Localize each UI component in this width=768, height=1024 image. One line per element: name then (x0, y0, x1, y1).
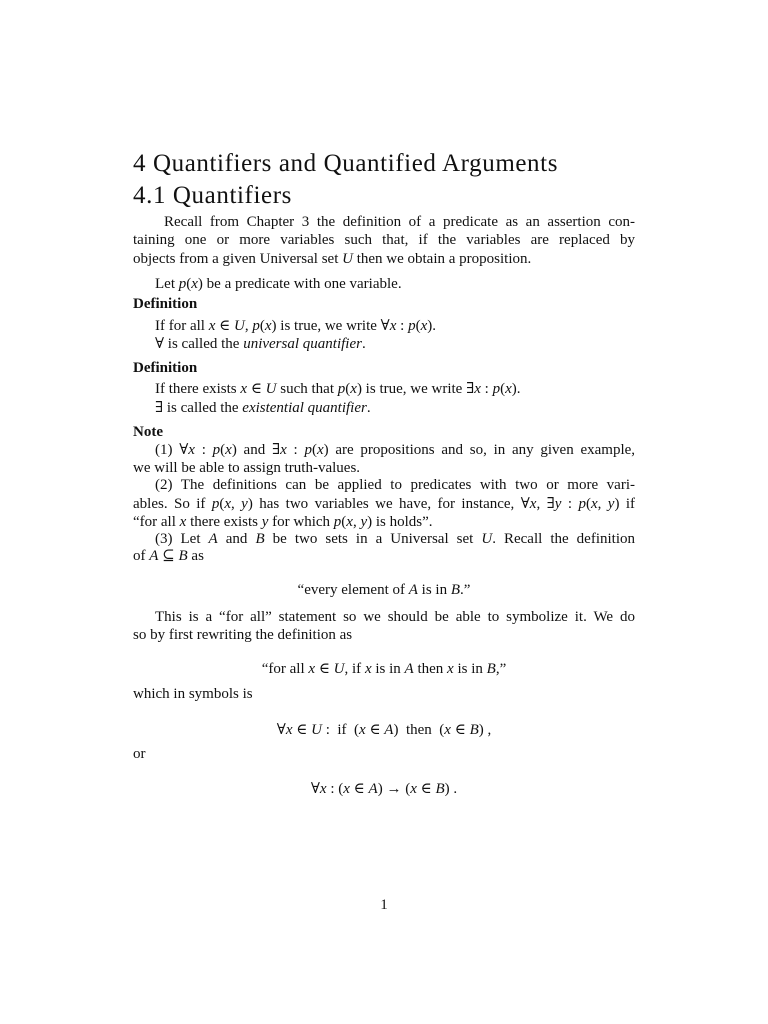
text-run: (1) ∀ (155, 442, 189, 458)
text-run: , if (344, 661, 365, 677)
display-quote (133, 581, 635, 599)
math-variable: B (178, 548, 188, 564)
math-variable: B (255, 531, 265, 547)
text-run: ( (345, 381, 351, 397)
text-run: ( (311, 442, 317, 458)
math-variable: B (469, 722, 479, 738)
text-run: objects from a given Universal set (133, 251, 343, 267)
emphasized-term: universal quantifier (243, 336, 362, 352)
math-variable: x (191, 276, 198, 292)
text-run: ∈ (349, 781, 369, 797)
text-run: ) has two variables we have, for instance, ∀ (247, 496, 530, 512)
math-variable: U (311, 722, 322, 738)
display-formula (133, 780, 635, 798)
note-line (133, 547, 204, 565)
math-variable: x (264, 318, 272, 334)
note-line (133, 745, 146, 763)
text-run: : (194, 442, 213, 458)
math-variable: y (261, 514, 269, 530)
text-run: ) , (478, 722, 492, 738)
text-run: ( (259, 318, 265, 334)
text-run: and (217, 531, 256, 547)
text-run: “every element of (297, 582, 409, 598)
text-run: taining one or more variables such that, if the variables are replaced by (133, 232, 635, 248)
text-run: for which (268, 514, 334, 530)
text-run: ,” (495, 661, 507, 677)
text-run: This is a “for all” statement so we should be able to symbolize it. We do (155, 609, 635, 625)
definition-label: Definition (133, 296, 198, 312)
math-variable: x (359, 722, 366, 738)
text-run: .” (460, 582, 471, 598)
math-variable: y (554, 496, 562, 512)
text-run: then we obtain a proposition. (352, 251, 532, 267)
math-variable: p (252, 318, 260, 334)
text-run: ∀ (276, 722, 286, 738)
text-run: : (286, 442, 305, 458)
text-run: ∃ is called the (155, 400, 243, 416)
text-run: ∈ (450, 722, 470, 738)
note-label: Note (133, 424, 163, 440)
math-variable: x (350, 381, 357, 397)
math-variable: x (389, 318, 397, 334)
text-run: If for all (155, 318, 209, 334)
note-line (133, 513, 433, 531)
math-variable: x (364, 661, 372, 677)
math-variable: x (447, 661, 454, 677)
display-quote (133, 660, 635, 678)
text-run: ∈ (416, 781, 436, 797)
text-run: ⊆ (158, 548, 179, 564)
math-variable: p (492, 381, 501, 397)
math-variable: x (179, 514, 187, 530)
math-variable: A (149, 548, 159, 564)
math-variable: A (208, 531, 218, 547)
math-variable: x (346, 514, 353, 530)
math-variable: U (333, 661, 345, 677)
math-variable: x (188, 442, 195, 458)
text-run: or (133, 746, 146, 762)
text-run: there exists (186, 514, 262, 530)
text-run: . Recall the definition (492, 531, 635, 547)
text-run: ( (415, 318, 421, 334)
text-run: If there exists (155, 381, 241, 397)
math-variable: x (240, 381, 248, 397)
text-run: is in (371, 661, 405, 677)
math-variable: x (308, 661, 316, 677)
paragraph-line (133, 231, 635, 249)
math-variable: x (474, 381, 481, 397)
definition-line (155, 335, 366, 353)
text-run: is in (453, 661, 487, 677)
text-run: ) and ∃ (231, 442, 281, 458)
text-run: ) are propositions and so, in any given example, (323, 442, 635, 458)
text-run: ) → ( (377, 781, 411, 797)
paragraph-line (164, 213, 635, 231)
math-variable: p (333, 514, 342, 530)
note-line (133, 459, 360, 477)
text-run: ) then ( (393, 722, 445, 738)
definition-line (155, 399, 371, 417)
text-run: : ( (326, 781, 344, 797)
math-variable: p (211, 496, 220, 512)
math-variable: U (234, 318, 245, 334)
text-run: ∈ (292, 722, 312, 738)
text-run: . (366, 400, 371, 416)
text-run: ) is holds”. (367, 514, 433, 530)
note-line (133, 685, 253, 703)
text-run: “for all (261, 661, 309, 677)
section-heading: 4 Quantifiers and Quantified Arguments (133, 150, 559, 177)
math-variable: y (360, 514, 368, 530)
note-line (133, 626, 352, 644)
text-run: which in symbols is (133, 686, 253, 702)
math-variable: A (368, 781, 378, 797)
math-variable: p (337, 381, 346, 397)
math-variable: x (225, 442, 232, 458)
paragraph-line (155, 275, 402, 293)
page-number: 1 (380, 897, 388, 913)
text-run: (2) The definitions can be applied to predicates with two or more vari- (155, 477, 635, 493)
definition-line (155, 317, 436, 335)
math-variable: x (343, 781, 350, 797)
math-variable: p (178, 276, 187, 292)
text-run: ( (500, 381, 506, 397)
math-variable: x (224, 496, 231, 512)
text-run: ). (427, 318, 436, 334)
math-variable: y (241, 496, 248, 512)
text-run: (3) Let (155, 531, 209, 547)
math-variable: x (208, 318, 216, 334)
math-variable: x (410, 781, 417, 797)
math-variable: x (505, 381, 512, 397)
text-run: Recall from Chapter 3 the definition of a predicate as an assertion con- (164, 214, 635, 230)
math-variable: x (316, 442, 324, 458)
math-variable: p (212, 442, 221, 458)
emphasized-term: existential quantifier (242, 400, 367, 416)
text-run: ( (219, 496, 225, 512)
math-variable: A (408, 582, 418, 598)
note-line (155, 530, 635, 548)
text-run: “for all (133, 514, 180, 530)
text-run: ∈ (315, 661, 334, 677)
text-run: ) be a predicate with one variable. (197, 276, 402, 292)
text-run: ∈ (365, 722, 385, 738)
text-run: : (561, 496, 579, 512)
text-run: ables. So if (133, 496, 212, 512)
text-run: ( (220, 442, 226, 458)
math-variable: U (342, 251, 353, 267)
subsection-heading: 4.1 Quantifiers (133, 182, 292, 209)
text-run: , ∃ (536, 496, 555, 512)
text-run: of (133, 548, 150, 564)
math-variable: x (319, 781, 327, 797)
text-run: ∈ (247, 381, 266, 397)
math-variable: B (435, 781, 445, 797)
text-run: : (480, 381, 493, 397)
display-formula (133, 721, 635, 739)
text-run: ) is true, we write ∃ (356, 381, 475, 397)
math-variable: U (481, 531, 493, 547)
text-run: : (396, 318, 409, 334)
text-run: , (231, 496, 242, 512)
math-variable: x (420, 318, 428, 334)
text-run: : if ( (321, 722, 360, 738)
text-run: Let (155, 276, 179, 292)
text-run: ( (341, 514, 347, 530)
paragraph-line (133, 250, 531, 268)
math-variable: x (285, 722, 293, 738)
math-variable: x (280, 442, 287, 458)
text-run: , (597, 496, 608, 512)
text-run: ( (585, 496, 591, 512)
math-variable: x (590, 496, 598, 512)
text-run: ) is true, we write ∀ (271, 318, 390, 334)
math-variable: x (444, 722, 451, 738)
math-variable: B (486, 661, 496, 677)
text-run: ∀ (310, 781, 320, 797)
math-variable: p (578, 496, 586, 512)
text-run: is in (417, 582, 451, 598)
note-line (155, 441, 635, 459)
text-run: , (244, 318, 253, 334)
math-variable: A (404, 661, 414, 677)
text-run: as (187, 548, 204, 564)
text-run: ). (511, 381, 521, 397)
math-variable: U (265, 381, 277, 397)
text-run: ) . (444, 781, 458, 797)
note-line (155, 608, 635, 626)
text-run: we will be able to assign truth-values. (133, 460, 361, 476)
text-run: , (352, 514, 361, 530)
note-line (133, 495, 635, 513)
text-run: ) if (614, 496, 635, 512)
text-run: ∀ is called the (155, 336, 244, 352)
text-run: such that (276, 381, 338, 397)
text-run: so by first rewriting the definition as (133, 627, 353, 643)
text-run: then (413, 661, 448, 677)
math-variable: B (450, 582, 461, 598)
math-variable: x (529, 496, 537, 512)
text-run: be two sets in a Universal set (264, 531, 482, 547)
note-line (155, 476, 635, 494)
text-run: ( (186, 276, 192, 292)
math-variable: A (384, 722, 394, 738)
text-run: . (361, 336, 366, 352)
text-run: ∈ (215, 318, 235, 334)
math-variable: y (607, 496, 615, 512)
math-variable: p (304, 442, 312, 458)
math-variable: p (408, 318, 416, 334)
definition-line (155, 380, 520, 398)
definition-label: Definition (133, 360, 198, 376)
